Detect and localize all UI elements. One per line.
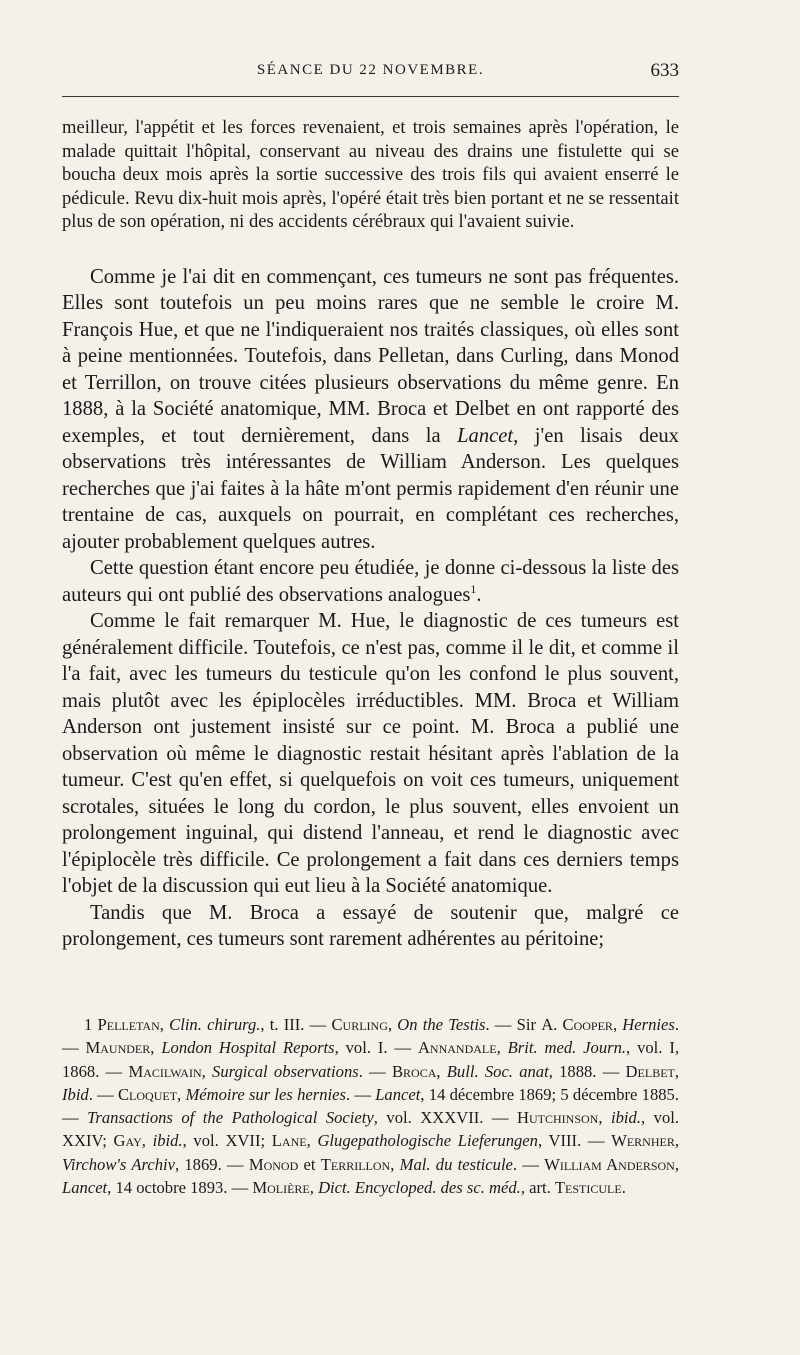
- text-run: Hutchinson: [517, 1108, 599, 1128]
- text-run: ,: [674, 1131, 680, 1151]
- text-run: Brit. med. Journ.: [507, 1038, 627, 1058]
- text-run: ,: [674, 1061, 680, 1081]
- text-run: Virchow's Archiv: [62, 1154, 175, 1174]
- text-run: , 14 décembre 1869; 5 décembre 1885. —: [62, 1084, 679, 1128]
- text-run: Transactions of the Pathological Society: [87, 1108, 374, 1128]
- text-run: Pelletan: [97, 1015, 160, 1034]
- text-run: .: [476, 583, 482, 606]
- text-run: Hernies: [622, 1015, 675, 1034]
- text-run: , j'en lisais deux observations très intéressantes de William Anderson. Les quelques recherches que j'ai faites à la hâte m'ont permis rapidement d'en réunir une trentaine de cas, auxquels on pourrait, en complétant ces recherches, ajouter probablement quelques autres.: [62, 424, 679, 553]
- text-run: ,: [436, 1061, 447, 1081]
- text-run: ,: [150, 1038, 162, 1058]
- text-run: Comme le fait remarquer M. Hue, le diagnostic de ces tumeurs est généralement difficile. Toutefois, ce n'est pas, comme il le dit, et comme il l'a fait, avec les tumeurs du testicule qu'on les confond le plus souvent, mais plutôt avec les épiplocèles irréductibles. MM. Broca et William Anderson ont justement insisté sur ce point. M. Broca a publié une observation où même le diagnostic restait hésitant après l'ablation de la tumeur. C'est qu'en effet, si quelquefois on voit ces tumeurs, uniquement scrotales, situées le long du cordon, le plus souvent, elles envoient un prolongement inguinal, qui distend l'anneau, et rend le diagnostic avec l'épiplocèle très difficile. Ce prolongement a fait dans ces derniers temps l'objet de la discussion qui eut lieu à la Société anatomique.: [62, 610, 679, 898]
- header-rule: [62, 96, 679, 97]
- text-run: Wernher: [611, 1131, 675, 1151]
- text-run: , vol. XVII;: [182, 1131, 272, 1151]
- text-run: ,: [309, 1178, 319, 1198]
- text-run: Surgical observations: [212, 1061, 359, 1081]
- text-run: ibid.: [152, 1131, 183, 1151]
- page-header: [62, 62, 679, 86]
- text-run: ,: [387, 1015, 398, 1034]
- text-run: ,: [612, 1015, 623, 1034]
- text-run: Clin. chirurg.: [169, 1015, 261, 1034]
- text-run: Mal. du testicule: [399, 1154, 513, 1174]
- text-run: Lane: [271, 1131, 307, 1151]
- text-run: 1: [84, 1015, 98, 1034]
- text-run: . —: [358, 1061, 392, 1081]
- text-run: et: [298, 1154, 321, 1174]
- text-run: William Anderson: [544, 1154, 675, 1174]
- text-run: , vol. I. —: [334, 1038, 418, 1058]
- text-run: Annandale: [417, 1038, 497, 1058]
- text-run: .: [621, 1178, 626, 1198]
- text-run: ,: [674, 1154, 679, 1174]
- text-run: . —: [345, 1084, 376, 1104]
- text-run: , art.: [520, 1178, 555, 1198]
- text-run: Monod: [248, 1154, 299, 1174]
- text-run: ,: [598, 1108, 612, 1128]
- footnote-marker: 1: [470, 582, 477, 597]
- text-run: , t. III. —: [260, 1015, 332, 1034]
- paragraph: [62, 900, 679, 953]
- text-run: Glugepathologische Lieferungen: [317, 1131, 538, 1151]
- text-run: ,: [496, 1038, 508, 1058]
- text-run: Maunder: [85, 1038, 151, 1058]
- text-run: Mémoire sur les hernies: [185, 1084, 346, 1104]
- text-run: , vol. XXXVII. —: [373, 1108, 518, 1128]
- text-run: , vol. I, 1868. —: [62, 1038, 679, 1081]
- text-run: Bull. Soc. anat: [446, 1061, 549, 1081]
- text-run: Curling: [331, 1015, 388, 1034]
- text-run: London Hospital Reports: [161, 1038, 335, 1058]
- text-run: ibid.: [611, 1108, 641, 1128]
- body-text: [62, 116, 679, 953]
- paragraph: [62, 116, 679, 234]
- text-run: Ibid: [62, 1084, 89, 1104]
- text-run: . —: [88, 1084, 118, 1104]
- text-run: Lancet: [375, 1084, 421, 1104]
- text-run: Delbet: [625, 1061, 675, 1081]
- text-run: . — Sir: [485, 1015, 542, 1034]
- text-run: . —: [62, 1015, 679, 1058]
- text-run: ,: [159, 1015, 170, 1034]
- paragraph: [62, 264, 679, 556]
- text-run: , 1869. —: [174, 1154, 249, 1174]
- text-run: Testicule: [554, 1178, 622, 1198]
- text-run: Dict. Encycloped. des sc. méd.: [318, 1178, 521, 1198]
- text-run: Comme je l'ai dit en commençant, ces tumeurs ne sont pas fréquentes. Elles sont toutefois un peu moins rares que ne semble le croire M. François Hue, et que ne l'indiqueraient nos traités classiques, où elles sont à peine mentionnées. Toutefois, dans Pelletan, dans Curling, dans Monod et Terrillon, on trouve citées plusieurs observations du même genre. En 1888, à la Société anatomique, MM. Broca et Delbet en ont rapporté des exemples, et tout dernièrement, dans la: [62, 265, 679, 447]
- text-run: On the Testis: [397, 1015, 486, 1034]
- footnotes: [62, 1013, 679, 1199]
- text-run: , vol. XXIV;: [62, 1108, 679, 1151]
- text-run: Lancet: [457, 424, 514, 447]
- paragraph: [62, 555, 679, 608]
- text-run: . —: [512, 1154, 545, 1174]
- page-number: 633: [650, 60, 679, 81]
- text-run: , VIII. —: [537, 1131, 612, 1151]
- text-run: Broca: [391, 1061, 437, 1081]
- text-run: meilleur, l'appétit et les forces revenaient, et trois semaines après l'opération, le malade quittait l'hôpital, conservant au niveau des drains une fistulette qui se boucha deux mois après la sortie successive des trois fils qui avaient enserré le pédicule. Revu dix-huit mois après, l'opéré était très bien portant et ne se ressentait plus de son opération, ni des accidents cérébraux qui l'avaient suivie.: [62, 117, 679, 233]
- text-run: , 14 octobre 1893. —: [107, 1178, 253, 1198]
- text-run: ,: [177, 1084, 186, 1104]
- text-run: Cloquet: [117, 1084, 178, 1104]
- text-run: Molière: [252, 1178, 310, 1198]
- text-run: ,: [390, 1154, 400, 1174]
- text-run: ,: [201, 1061, 213, 1081]
- footnote: [62, 1013, 679, 1199]
- text-run: Cette question étant encore peu étudiée, je donne ci-dessous la liste des auteurs qui ont publié des observations analogues: [62, 557, 679, 606]
- text-run: A. Cooper: [541, 1015, 613, 1034]
- text-run: ,: [141, 1131, 153, 1151]
- text-run: Macilwain: [128, 1061, 202, 1081]
- text-run: Lancet: [62, 1178, 108, 1198]
- text-run: Gay: [113, 1131, 142, 1151]
- text-run: Tandis que M. Broca a essayé de soutenir que, malgré ce prolongement, ces tumeurs sont rarement adhérentes au péritoine;: [62, 901, 679, 951]
- text-run: , 1888. —: [548, 1061, 626, 1081]
- text-run: ,: [306, 1131, 318, 1151]
- running-title: SÉANCE DU 22 NOVEMBRE.: [256, 62, 485, 78]
- text-run: Terrillon: [320, 1154, 391, 1174]
- paragraph: [62, 608, 679, 900]
